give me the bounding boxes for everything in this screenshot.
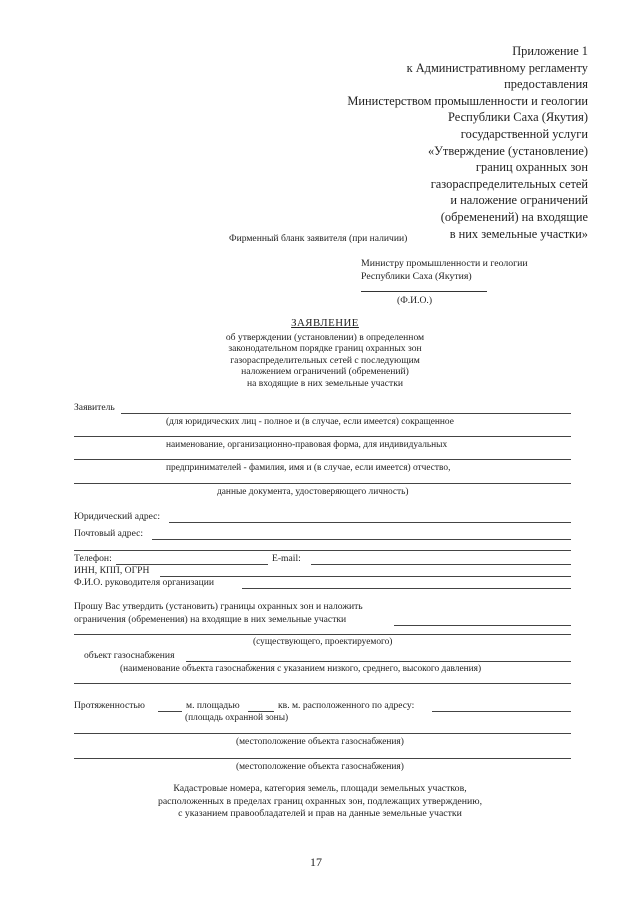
head-fio-field[interactable]	[242, 588, 571, 589]
title-line: наложением ограничений (обременений)	[241, 366, 409, 378]
title-line: об утверждении (установлении) в определенном	[225, 331, 425, 343]
length-label: Протяженностью	[74, 700, 145, 711]
request-field-2[interactable]	[74, 634, 571, 635]
postal-address-label: Почтовый адрес:	[74, 528, 144, 539]
applicant-label: Заявитель	[74, 402, 115, 413]
address-field[interactable]	[432, 711, 571, 712]
email-label: E-mail:	[272, 553, 301, 564]
request-text-2: ограничения (обременения) на входящие в них земельные участки	[74, 614, 347, 625]
request-field[interactable]	[394, 625, 571, 626]
area-field[interactable]	[248, 711, 274, 712]
appendix-line: Министерством промышленности и геологии	[347, 93, 588, 108]
location-caption-2: (местоположение объекта газоснабжения)	[236, 762, 404, 772]
inn-label: ИНН, КПП, ОГРН	[74, 565, 150, 576]
appendix-line: государственной услуги	[460, 126, 588, 141]
length-field[interactable]	[158, 711, 182, 712]
email-field[interactable]	[311, 564, 571, 565]
fio-caption: (Ф.И.О.)	[397, 295, 433, 306]
appendix-line: в них земельные участки»	[449, 226, 588, 241]
title-line: законодательном порядке границ охранных зон	[228, 343, 422, 355]
address-label: кв. м. расположенного по адресу:	[278, 700, 415, 711]
letterhead-note: Фирменный бланк заявителя (при наличии)	[229, 233, 408, 244]
request-text-1: Прошу Вас утвердить (установить) границы охранных зон и наложить	[74, 601, 363, 612]
applicant-field-3[interactable]	[74, 459, 571, 460]
location-field-1[interactable]	[74, 733, 571, 734]
appendix-line: и наложение ограничений	[450, 193, 588, 208]
gas-object-field[interactable]	[186, 661, 571, 662]
applicant-caption-2: наименование, организационно-правовая форма, для индивидуальных	[166, 440, 448, 450]
applicant-caption-4: данные документа, удостоверяющего личность)	[217, 487, 409, 497]
title-line: на входящие в них земельные участки	[246, 377, 404, 389]
title-heading: ЗАЯВЛЕНИЕ	[291, 317, 359, 329]
area-caption: (площадь охранной зоны)	[185, 713, 289, 723]
location-field-2[interactable]	[74, 758, 571, 759]
gas-object-field-2[interactable]	[74, 683, 571, 684]
head-fio-label: Ф.И.О. руководителя организации	[74, 577, 215, 588]
appendix-line: (обременений) на входящие	[440, 209, 588, 224]
title-line: газораспределительных сетей с последующим	[230, 354, 420, 366]
appendix-line: границ охранных зон	[475, 160, 588, 175]
appendix-line: Приложение 1	[512, 44, 588, 58]
gas-object-caption: (наименование объекта газоснабжения с указанием низкого, среднего, высокого давления)	[120, 664, 482, 674]
applicant-field-4[interactable]	[74, 483, 571, 484]
table-caption	[0, 783, 640, 821]
page-number: 17	[310, 855, 322, 869]
table-caption-line: расположенных в пределах границ охранных зон, подлежащих утверждению,	[157, 795, 483, 807]
gas-object-label: объект газоснабжения	[84, 650, 175, 661]
inn-field[interactable]	[160, 576, 571, 577]
location-caption-1: (местоположение объекта газоснабжения)	[236, 737, 404, 747]
appendix-line: газораспределительных сетей	[430, 176, 588, 191]
table-caption-line: с указанием правообладателей и прав на данные земельные участки	[178, 808, 462, 819]
postal-address-field[interactable]	[152, 539, 571, 540]
postal-address-field-2[interactable]	[74, 550, 571, 551]
addressee-line: Министру промышленности и геологии	[361, 258, 528, 269]
applicant-caption-1: (для юридических лиц - полное и (в случае, если имеется) сокращенное	[166, 417, 454, 427]
applicant-field[interactable]	[121, 413, 571, 414]
area-label: м. площадью	[186, 700, 240, 711]
appendix-line: Республики Саха (Якутия)	[448, 110, 588, 125]
phone-label: Телефон:	[74, 553, 112, 564]
appendix-line: предоставления	[504, 77, 588, 92]
application-title	[180, 318, 470, 390]
existing-caption: (существующего, проектируемого)	[253, 637, 393, 647]
addressee-block	[361, 257, 528, 283]
legal-address-label: Юридический адрес:	[74, 511, 161, 522]
addressee-line: Республики Саха (Якутия)	[361, 271, 472, 282]
appendix-line: к Административному регламенту	[406, 60, 588, 75]
applicant-field-2[interactable]	[74, 436, 571, 437]
legal-address-field[interactable]	[169, 522, 571, 523]
appendix-header	[288, 43, 588, 242]
table-caption-line: Кадастровые номера, категория земель, площади земельных участков,	[173, 783, 467, 794]
fio-underline	[361, 291, 487, 292]
appendix-line: «Утверждение (установление)	[427, 143, 588, 158]
applicant-caption-3: предпринимателей - фамилия, имя и (в случае, если имеется) отчество,	[166, 463, 451, 473]
